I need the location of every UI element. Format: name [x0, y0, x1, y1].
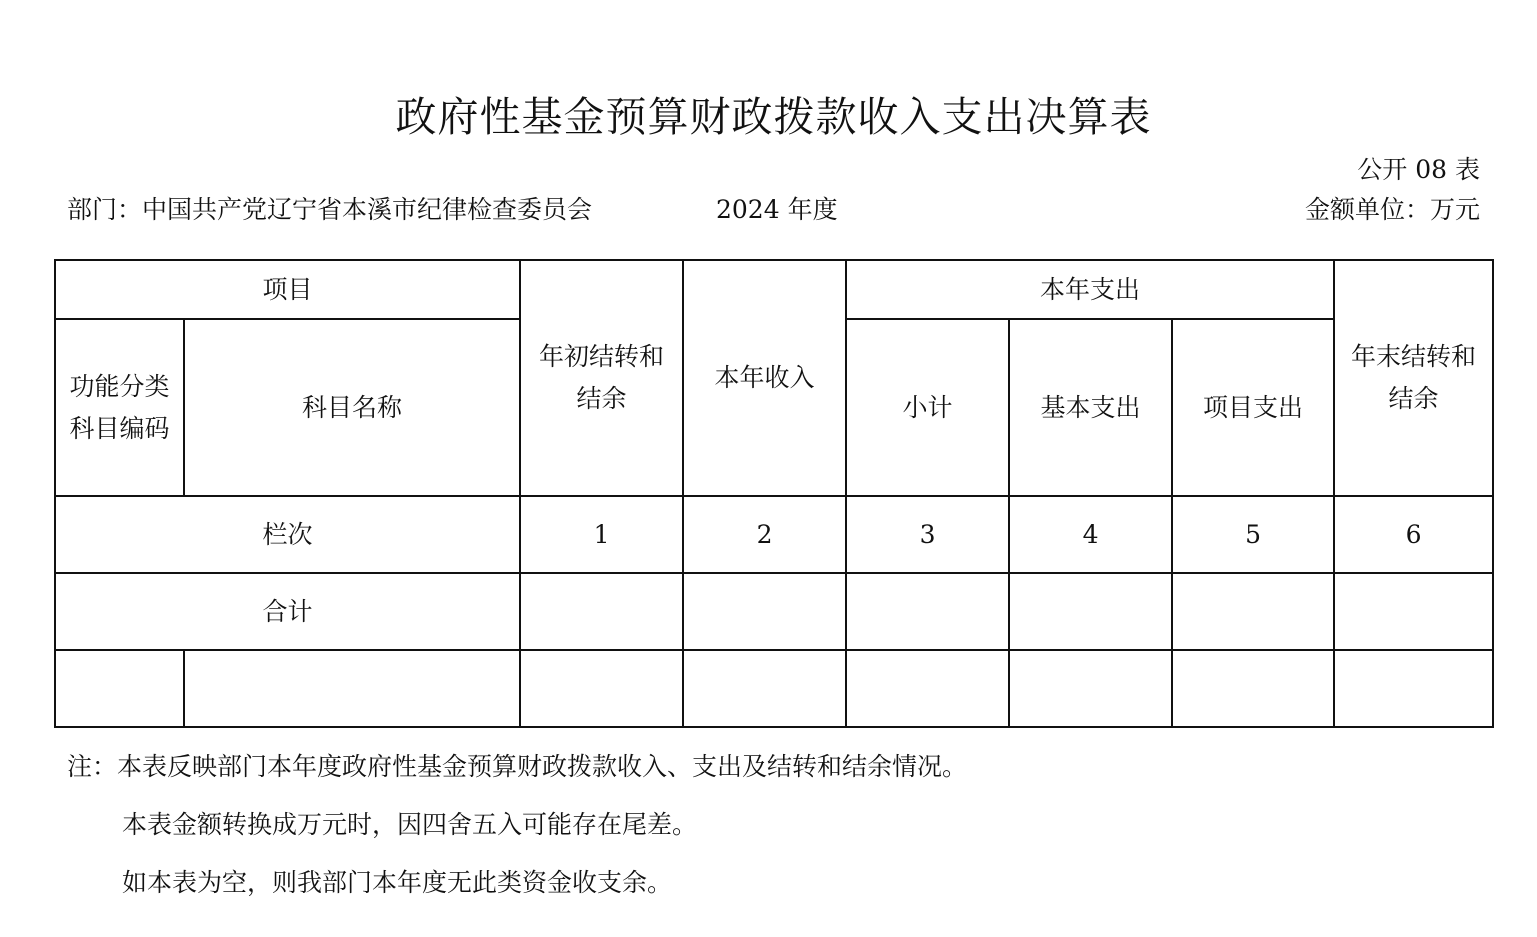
- column-number: 3: [846, 496, 1009, 573]
- header-begin-balance: 年初结转和结余: [520, 260, 683, 496]
- total-cell: [1009, 573, 1172, 650]
- table-number: 公开 08 表: [1357, 155, 1480, 184]
- empty-cell: [1009, 650, 1172, 727]
- total-cell: [1334, 573, 1493, 650]
- total-row: [55, 573, 1493, 650]
- empty-cell: [1334, 650, 1493, 727]
- notes-section: [67, 738, 967, 912]
- total-cell: [846, 573, 1009, 650]
- header-expenditure: 本年支出: [846, 260, 1334, 319]
- empty-cell: [55, 650, 184, 727]
- report-title: 政府性基金预算财政拨款收入支出决算表: [395, 93, 1152, 141]
- column-number: 6: [1334, 496, 1493, 573]
- empty-cell: [184, 650, 520, 727]
- note-line: 本表金额转换成万元时，因四舍五入可能存在尾差。: [122, 810, 698, 839]
- empty-cell: [683, 650, 846, 727]
- column-number: 5: [1172, 496, 1334, 573]
- column-number: 4: [1009, 496, 1172, 573]
- amount-unit: 金额单位：万元: [1304, 195, 1480, 224]
- fiscal-year: 2024 年度: [716, 195, 838, 224]
- header-project: 项目支出: [1172, 319, 1334, 496]
- column-number-row: [55, 496, 1493, 573]
- header-subject-name: 科目名称: [184, 319, 520, 496]
- empty-data-row: [55, 650, 1493, 727]
- header-income: 本年收入: [683, 260, 846, 496]
- header-row-1: [55, 260, 1493, 319]
- total-cell: [683, 573, 846, 650]
- header-end-balance: 年末结转和结余: [1334, 260, 1493, 496]
- department-label: 部门：中国共产党辽宁省本溪市纪律检查委员会: [67, 195, 593, 224]
- header-func-code: 功能分类科目编码: [55, 319, 184, 496]
- header-basic: 基本支出: [1009, 319, 1172, 496]
- total-cell: [1172, 573, 1334, 650]
- column-number: 2: [683, 496, 846, 573]
- note-line: 如本表为空，则我部门本年度无此类资金收支余。: [122, 868, 673, 897]
- empty-cell: [1172, 650, 1334, 727]
- column-row-label: 栏次: [55, 496, 520, 573]
- budget-table: [54, 259, 1494, 728]
- column-number: 1: [520, 496, 683, 573]
- total-row-label: 合计: [55, 573, 520, 650]
- header-subtotal: 小计: [846, 319, 1009, 496]
- empty-cell: [520, 650, 683, 727]
- total-cell: [520, 573, 683, 650]
- note-line: 注：本表反映部门本年度政府性基金预算财政拨款收入、支出及结转和结余情况。: [67, 752, 968, 781]
- empty-cell: [846, 650, 1009, 727]
- header-item: 项目: [55, 260, 520, 319]
